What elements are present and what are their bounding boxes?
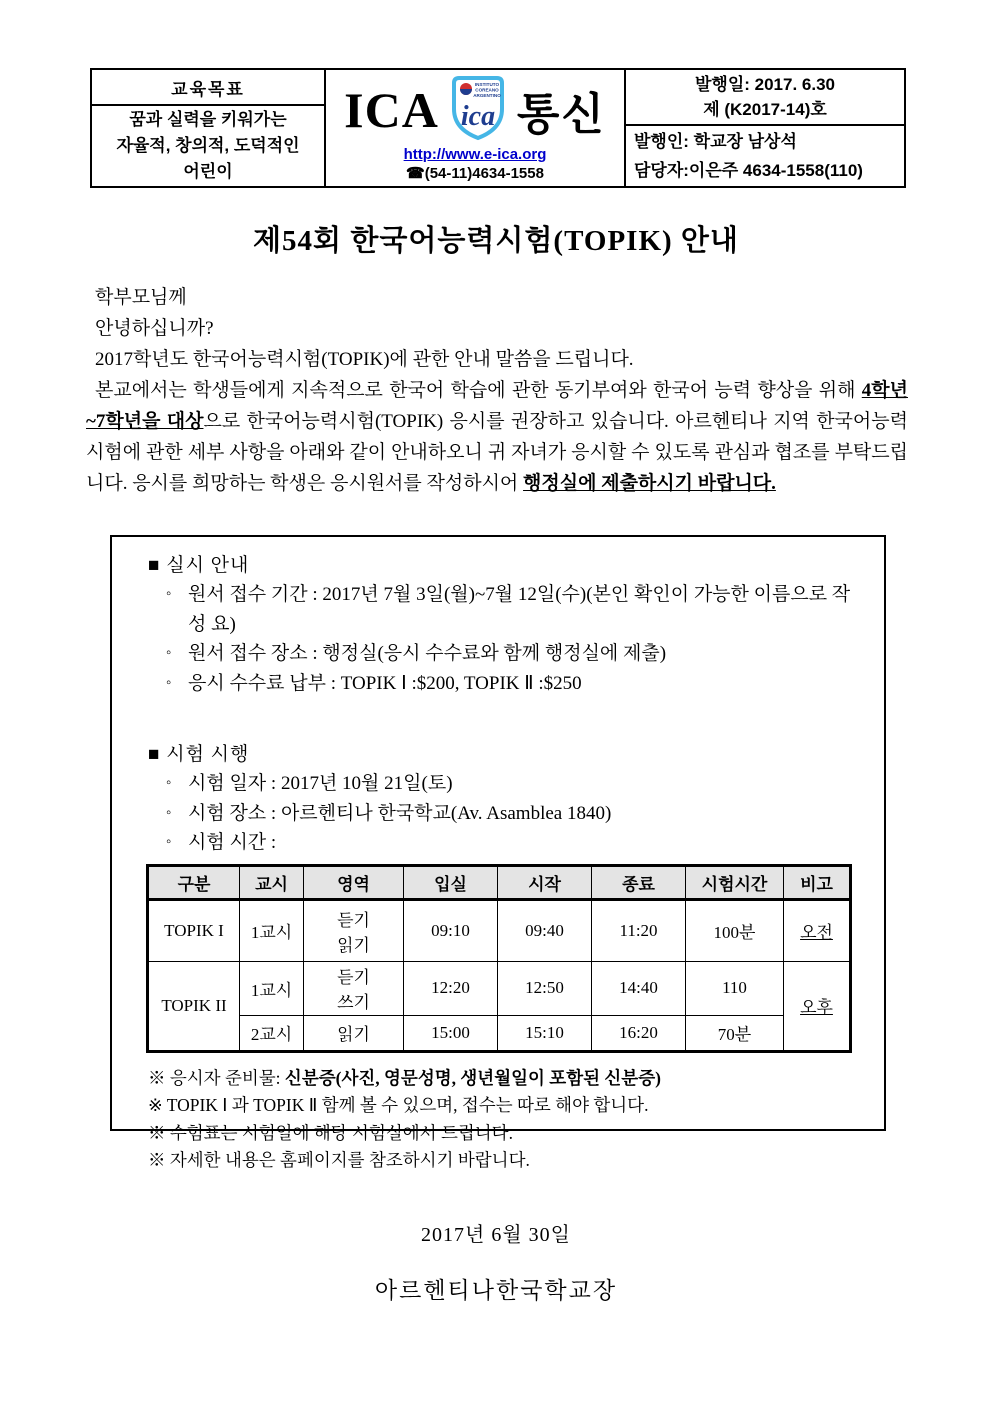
publisher: 발행인: 학교장 남상석 xyxy=(634,132,797,151)
section-guide-items xyxy=(166,580,864,698)
table-cell: 14:40 xyxy=(592,961,686,1015)
table-cell: 09:10 xyxy=(404,899,498,961)
table-header-cell: 비고 xyxy=(784,865,851,899)
masthead-left-cell xyxy=(92,70,326,186)
table-header-row xyxy=(148,865,851,899)
table-row xyxy=(148,899,851,961)
notes-list xyxy=(148,1065,864,1175)
note-line xyxy=(148,1065,864,1093)
table-cell: 2교시 xyxy=(240,1015,304,1051)
area-line: 듣기 xyxy=(337,910,370,930)
section-guide-heading: ■ 실시 안내 xyxy=(148,555,250,576)
table-cell: 11:20 xyxy=(592,899,686,961)
svg-text:ica: ica xyxy=(460,100,495,132)
bullet-icon: ◦ xyxy=(166,834,172,850)
area-line: 읽기 xyxy=(337,935,370,955)
greeting-line: 안녕하십니까? xyxy=(95,318,214,339)
table-cell: 12:20 xyxy=(404,961,498,1015)
bullet-icon: ◦ xyxy=(166,645,172,661)
masthead xyxy=(90,68,906,188)
list-item xyxy=(166,669,864,699)
table-cell xyxy=(304,961,404,1015)
table-cell: 읽기 xyxy=(304,1015,404,1051)
paragraph-text: 으로 한국어능력시험(TOPIK) 응시를 권장하고 있습니다. 아르헨티나 지역 한국어능력시험에 관한 세부 사항을 아래와 같이 안내하오니 귀 자녀가 응시할 수 있도록 관심과 협조를 부탁드립니다. 응시를 희망하는 학생은 응시원서를 작성하시어 xyxy=(86,411,908,494)
table-cell xyxy=(304,899,404,961)
greeting-line: 학부모님께 xyxy=(95,287,187,308)
table-header-cell: 입실 xyxy=(404,865,498,899)
svg-text:ARGENTINO: ARGENTINO xyxy=(473,92,501,98)
list-item-text: 시험 장소 : 아르헨티나 한국학교(Av. Asamblea 1840) xyxy=(188,802,612,824)
table-cell: 15:10 xyxy=(498,1015,592,1051)
table-cell: 오전 xyxy=(784,899,851,961)
school-motto xyxy=(92,106,324,186)
table-header-cell: 시작 xyxy=(498,865,592,899)
bullet-icon: ◦ xyxy=(166,804,172,821)
section-exam-items xyxy=(166,769,864,858)
brand-row xyxy=(344,75,606,145)
table-cell: TOPIK II xyxy=(148,961,240,1051)
table-header-cell: 종료 xyxy=(592,865,686,899)
target-grades-emphasis: 4학년~7학년을 대상 xyxy=(86,380,908,432)
issue-date: 발행일: 2017. 6.30 xyxy=(694,75,835,94)
note-line: ※ TOPIK Ⅰ 과 TOPIK Ⅱ 함께 볼 수 있으며, 접수는 따로 해야 합니다. xyxy=(148,1095,649,1115)
table-cell: 오후 xyxy=(784,961,851,1051)
masthead-right-cell xyxy=(624,70,904,186)
list-item-text: 원서 접수 장소 : 행정실(응시 수수료와 함께 행정실에 제출) xyxy=(188,643,667,664)
list-item xyxy=(166,580,864,639)
issue-number: 제 (K2017-14)호 xyxy=(703,100,827,119)
body-text xyxy=(86,282,908,499)
table-header-cell: 구분 xyxy=(148,865,240,899)
notice-box xyxy=(110,535,886,1170)
id-requirement-emphasis: 신분증(사진, 영문성명, 생년월일이 포함된 신분증) xyxy=(284,1067,661,1088)
table-row xyxy=(148,961,851,1015)
main-paragraph xyxy=(86,375,908,499)
table-header-cell: 시험시간 xyxy=(686,865,784,899)
masthead-center-cell xyxy=(326,70,624,186)
section-exam-heading: ■ 시험 시행 xyxy=(148,744,250,765)
note-line: ※ 자세한 내용은 홈페이지를 참조하시기 바랍니다. xyxy=(148,1150,530,1170)
exam-schedule-table xyxy=(146,864,852,1053)
table-cell: 1교시 xyxy=(240,961,304,1015)
brand-tongsin-text: 통신 xyxy=(516,90,606,139)
document-date: 2017년 6월 30일 xyxy=(421,1224,571,1246)
area-line: 듣기 xyxy=(337,968,370,987)
table-cell: 110 xyxy=(686,961,784,1015)
list-item-text: 원서 접수 기간 : 2017년 7월 3일(월)~7월 12일(수)(본인 확인이 가능한 이름으로 작성 요) xyxy=(188,584,851,635)
list-item xyxy=(166,799,864,829)
education-goal-title: 교육목표 xyxy=(92,70,324,106)
note-line: ※ 수험표는 시험일에 해당 시험실에서 드립니다. xyxy=(148,1122,513,1143)
greeting-line: 2017학년도 한국어능력시험(TOPIK)에 관한 안내 말씀을 드립니다. xyxy=(95,349,634,370)
bullet-icon: ◦ xyxy=(166,586,172,602)
table-cell: 12:50 xyxy=(498,961,592,1015)
motto-line: 자율적, 창의적, 도덕적인 xyxy=(116,136,300,155)
list-item xyxy=(166,769,864,799)
motto-line: 꿈과 실력을 키워가는 xyxy=(129,110,287,129)
table-cell: 09:40 xyxy=(498,899,592,961)
paragraph-text: 본교에서는 학생들에게 지속적으로 한국어 학습에 관한 동기부여와 한국어 능력 향상을 위해 xyxy=(95,380,862,401)
area-line: 쓰기 xyxy=(337,993,370,1012)
publisher-info xyxy=(626,126,904,186)
brand-ica-text: ICA xyxy=(344,82,439,138)
bullet-icon: ◦ xyxy=(166,674,172,691)
table-cell: 100분 xyxy=(686,899,784,961)
list-item xyxy=(166,828,864,858)
table-header-cell: 교시 xyxy=(240,865,304,899)
table-cell: TOPIK I xyxy=(148,899,240,961)
submit-office-emphasis: 행정실에 제출하시기 바랍니다. xyxy=(523,473,776,494)
school-website-link[interactable]: http://www.e-ica.org xyxy=(403,146,547,163)
page-title: 제54회 한국어능력시험(TOPIK) 안내 xyxy=(253,225,739,257)
issue-info xyxy=(626,70,904,126)
school-phone: ☎(54-11)4634-1558 xyxy=(406,165,544,182)
table-header-cell: 영역 xyxy=(304,865,404,899)
table-cell: 1교시 xyxy=(240,899,304,961)
list-item-text: 시험 일자 : 2017년 10월 21일(토) xyxy=(188,773,453,794)
list-item-text: 시험 시간 : xyxy=(188,832,277,853)
motto-line: 어린이 xyxy=(183,162,233,181)
signature: 아르헨티나한국학교장 xyxy=(374,1278,618,1303)
svg-text:COREANO: COREANO xyxy=(475,87,499,92)
bullet-icon: ◦ xyxy=(166,775,172,791)
table-cell: 70분 xyxy=(686,1015,784,1051)
table-row xyxy=(148,1015,851,1051)
list-item-text: 응시 수수료 납부 : TOPIK Ⅰ :$200, TOPIK Ⅱ :$250 xyxy=(188,672,582,694)
list-item xyxy=(166,639,864,669)
ica-logo-icon xyxy=(449,75,507,146)
svg-text:INSTITUTO: INSTITUTO xyxy=(474,81,499,87)
note-text: ※ 응시자 준비물: xyxy=(148,1067,285,1088)
contact-person: 담당자:이은주 4634-1558(110) xyxy=(634,161,863,180)
table-cell: 15:00 xyxy=(404,1015,498,1051)
table-cell: 16:20 xyxy=(592,1015,686,1051)
